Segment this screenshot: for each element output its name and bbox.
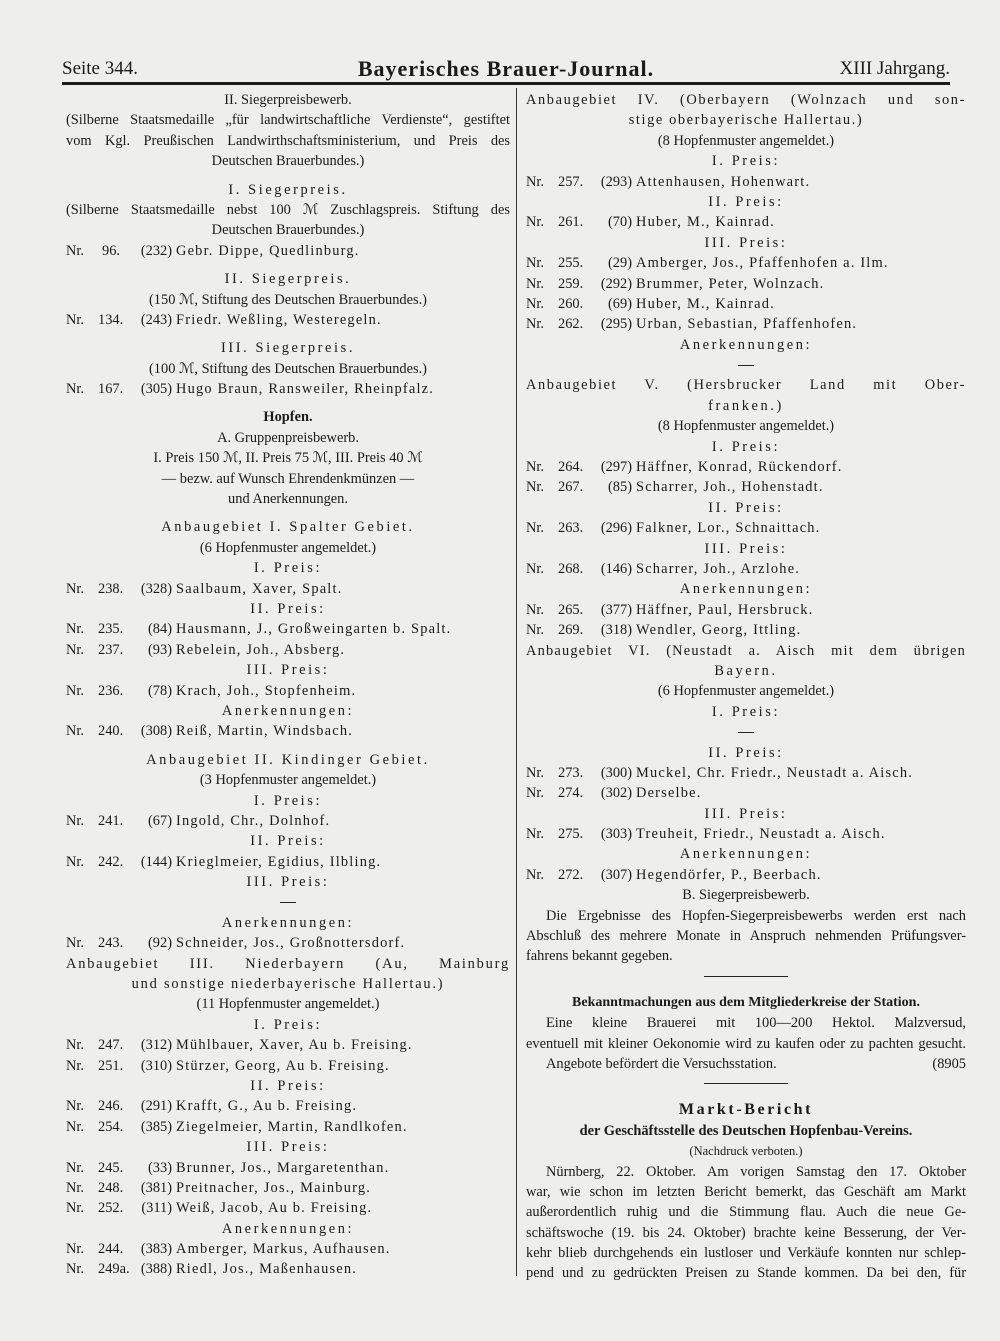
award-entry: Nr. 246. (291) Krafft, G., Au b. Freising. <box>66 1098 358 1115</box>
prize-heading: III. Preis: <box>246 1139 330 1156</box>
paragraph-line: Deutschen Brauerbundes.) <box>211 222 365 239</box>
prize-heading: I. Preis: <box>711 703 781 720</box>
paragraph-line: Abschluß des mehrere Monate in Anspruch nehmenden Prüfungsver- <box>526 928 966 945</box>
award-entry: Nr. 275. (303) Treuheit, Friedr., Neustadt a. Aisch. <box>526 826 886 843</box>
paragraph-line: Nürnberg, 22. Oktober. Am vorigen Samstag den 17. Oktober <box>546 1163 966 1180</box>
award-entry: Nr. 241. (67) Ingold, Chr., Dolnhof. <box>66 812 331 829</box>
prize-heading: III. Siegerpreis. <box>220 340 356 357</box>
paragraph-line: (150 ℳ, Stiftung des Deutschen Brauerbundes.) <box>149 291 427 308</box>
region-heading: Anbaugebiet IV. (Oberbayern (Wolnzach und son- <box>526 92 966 108</box>
prize-heading: II. Preis: <box>250 1077 326 1094</box>
prize-heading: II. Preis: <box>708 193 784 210</box>
award-entry: Nr. 268. (146) Scharrer, Joh., Arzlohe. <box>526 560 801 577</box>
header-rule <box>62 82 950 85</box>
prize-heading: III. Preis: <box>704 805 788 822</box>
paragraph-line: Eine kleine Brauerei mit 100—200 Hektol. Malzversud, <box>546 1015 966 1032</box>
award-entry: Nr. 262. (295) Urban, Sebastian, Pfaffenhofen. <box>526 316 858 333</box>
prize-heading: III. Preis: <box>704 540 788 557</box>
award-entry: Nr. 96. (232) Gebr. Dippe, Quedlinburg. <box>66 242 360 259</box>
award-entry: Nr. 238. (328) Saalbaum, Xaver, Spalt. <box>66 580 343 597</box>
prize-heading: I. Preis: <box>711 153 781 170</box>
paragraph-line: Angebote befördert die Versuchsstation. (8905 <box>526 1054 966 1074</box>
recognition-heading: Anerkennungen: <box>679 336 813 353</box>
award-entry: Nr. 167. (305) Hugo Braun, Ranswеiler, Rheinpfalz. <box>66 381 435 398</box>
prize-heading: III. Preis: <box>704 234 788 251</box>
paragraph-line: außerordentlich ruhig und die Stimmung flau. Auch die neue Ge- <box>526 1204 966 1221</box>
award-entry: Nr. 252. (311) Weiß, Jacob, Au b. Freising. <box>66 1200 373 1217</box>
award-entry: Nr. 243. (92) Schneider, Jos., Großnottersdorf. <box>66 935 406 952</box>
paragraph-line: — bezw. auf Wunsch Ehrendenkmünzen — <box>161 470 415 487</box>
award-entry: Nr. 265. (377) Häffner, Paul, Hersbruck. <box>526 601 814 618</box>
paragraph-line: (100 ℳ, Stiftung des Deutschen Brauerbundes.) <box>149 360 427 377</box>
market-report-title: Markt-Bericht <box>678 1101 814 1119</box>
award-entry: Nr. 249a. (388) Riedl, Jos., Maßenhausen. <box>66 1261 358 1278</box>
prize-heading: II. Preis: <box>708 499 784 516</box>
award-entry: Nr. 260. (69) Huber, M., Kainrad. <box>526 295 775 312</box>
award-entry: Nr. 267. (85) Scharrer, Joh., Hohenstadt. <box>526 479 824 496</box>
region-heading: Anbaugebiet II. Kindinger Gebiet. <box>146 751 430 768</box>
prize-heading: I. Siegerpreis. <box>228 181 348 198</box>
region-heading: Anbaugebiet III. Niederbayern (Au, Mainburg <box>66 955 510 972</box>
announcement-heading: Bekanntmachungen aus dem Mitgliederkreise der Station. <box>572 994 920 1010</box>
paragraph-line: I. Preis 150 ℳ, II. Preis 75 ℳ, III. Preis 40 ℳ <box>153 450 423 467</box>
recognition-heading: Anerkennungen: <box>221 702 355 719</box>
paragraph-line: Die Ergebnisse des Hopfen-Siegerpreisbewerbs werden erst nach <box>546 907 966 924</box>
paragraph-line: Deutschen Brauerbundes.) <box>211 153 365 170</box>
prize-heading: III. Preis: <box>246 874 330 891</box>
award-entry: Nr. 257. (293) Attenhausen, Hohenwart. <box>526 173 811 190</box>
prize-heading: I. Preis: <box>253 560 323 577</box>
section-heading: A. Gruppenpreisbewerb. <box>217 429 359 446</box>
award-entry: Nr. 261. (70) Huber, M., Kainrad. <box>526 214 775 231</box>
award-entry: Nr. 247. (312) Mühlbauer, Xaver, Au b. Freising. <box>66 1037 413 1054</box>
region-heading: und sonstige niederbayerische Hallertau.) <box>131 976 445 993</box>
recognition-heading: Anerkennungen: <box>221 1220 355 1237</box>
award-entry: Nr. 251. (310) Stürzer, Georg, Au b. Freising. <box>66 1057 390 1074</box>
hopfen-heading: Hopfen. <box>263 409 313 426</box>
award-entry: Nr. 244. (383) Amberger, Markus, Aufhausen. <box>66 1241 391 1258</box>
award-entry: Nr. 263. (296) Falkner, Lor., Schnaittach. <box>526 520 821 537</box>
award-entry: Nr. 245. (33) Brunner, Jos., Margaretenthan. <box>66 1159 390 1176</box>
empty-dash <box>526 722 966 742</box>
journal-title: Bayerisches Brauer-Journal. <box>357 56 655 81</box>
section-rule <box>526 967 966 985</box>
prize-heading: II. Preis: <box>250 833 326 850</box>
prize-heading: I. Preis: <box>711 438 781 455</box>
award-entry: Nr. 235. (84) Hausmann, J., Großweingarten b. Spalt. <box>66 621 452 638</box>
region-subheading: (6 Hopfenmuster angemeldet.) <box>657 683 835 700</box>
award-entry: Nr. 242. (144) Kriеglmeier, Egidius, Ilbling. <box>66 853 382 870</box>
section-heading: B. Siegerpreisbewerb. <box>682 887 810 904</box>
award-entry: Nr. 273. (300) Muckel, Chr. Friedr., Neustadt a. Aisch. <box>526 764 914 781</box>
paragraph-line: (Silberne Staatsmedaille nebst 100 ℳ Zuschlagspreis. Stiftung des <box>66 201 510 218</box>
region-heading: Anbaugebiet V. (Hersbrucker Land mit Ober- <box>526 377 966 394</box>
region-heading: Anbaugebiet I. Spalter Gebiet. <box>161 519 415 536</box>
award-entry: Nr. 272. (307) Hegendörfer, P., Beerbach. <box>526 866 822 883</box>
paragraph-line: und Anerkennungen. <box>228 491 348 508</box>
award-entry: Nr. 269. (318) Wendler, Georg, Ittling. <box>526 622 802 639</box>
recognition-heading: Anerkennungen: <box>221 914 355 931</box>
market-report-subtitle: der Geschäftsstelle des Deutschen Hopfenbau-Vereins. <box>579 1122 913 1139</box>
paragraph-line: war, wie schon im letzten Bericht bemerkt, das Geschäft am Markt <box>526 1183 966 1200</box>
award-entry: Nr. 259. (292) Brummer, Peter, Wolnzach. <box>526 275 825 292</box>
reference-number: (8905 <box>932 1055 966 1072</box>
award-entry: Nr. 255. (29) Amberger, Jos., Pfaffenhofen a. Ilm. <box>526 255 889 272</box>
prize-heading: II. Preis: <box>708 744 784 761</box>
empty-dash <box>526 355 966 375</box>
region-subheading: (8 Hopfenmuster angemeldet.) <box>657 132 835 149</box>
award-entry: Nr. 248. (381) Preitnacher, Jos., Mainburg. <box>66 1179 372 1196</box>
region-heading: Bayern. <box>714 662 778 679</box>
left-column <box>66 90 510 1280</box>
award-entry: Nr. 240. (308) Reiß, Martin, Windsbach. <box>66 723 354 740</box>
volume-label: XIII Jahrgang. <box>839 58 950 79</box>
page-number: Seite 344. <box>62 58 138 79</box>
paragraph-line: fahrens bekannt gegeben. <box>526 948 673 965</box>
prize-heading: II. Siegerpreis. <box>224 271 352 288</box>
paragraph-line: pend und zu gedrückten Preisen zu Stande kommen. Da bei den, für <box>526 1265 966 1282</box>
region-subheading: (11 Hopfenmuster angemeldet.) <box>196 996 380 1013</box>
column-divider <box>516 88 517 1276</box>
paragraph-line: (Silberne Staatsmedaille „für landwirtschaftliche Verdienste“, gestiftet <box>66 112 510 129</box>
paragraph-line: schäftswoche (19. bis 24. Oktober) brachte keine Besserung, der Ver- <box>526 1224 966 1241</box>
prize-heading: II. Preis: <box>250 600 326 617</box>
region-heading: stige oberbayerische Hallertau.) <box>628 112 864 129</box>
paragraph-line: eventuell mit kleiner Oekonomie wird zu kaufen oder zu pachten gesucht. <box>526 1035 966 1052</box>
prize-heading: I. Preis: <box>253 1016 323 1033</box>
award-entry: Nr. 254. (385) Ziegelmeier, Martin, Randlkofen. <box>66 1118 408 1135</box>
section-heading: II. Siegerpreisbewerb. <box>224 92 352 108</box>
region-heading: Anbaugebiet VI. (Neustadt a. Aisch mit dem übrigen <box>526 642 966 659</box>
award-entry: Nr. 274. (302) Derselbe. <box>526 785 702 802</box>
reprint-notice: (Nachdruck verboten.) <box>689 1144 803 1159</box>
recognition-heading: Anerkennungen: <box>679 581 813 598</box>
page-header <box>62 54 950 82</box>
region-subheading: (3 Hopfenmuster angemeldet.) <box>199 772 377 789</box>
award-entry: Nr. 237. (93) Rebelein, Joh., Absberg. <box>66 641 346 658</box>
award-entry: Nr. 236. (78) Krach, Joh., Stopfenheim. <box>66 682 357 699</box>
award-entry: Nr. 264. (297) Häffner, Konrad, Rückendorf. <box>526 459 843 476</box>
region-subheading: (6 Hopfenmuster angemeldet.) <box>199 539 377 556</box>
empty-dash <box>66 892 510 912</box>
prize-heading: I. Preis: <box>253 792 323 809</box>
section-rule <box>526 1074 966 1092</box>
paragraph-line: vom Kgl. Preußischen Landwirthschaftsministerium, und Preis des <box>66 132 510 149</box>
right-column <box>526 90 966 1284</box>
prize-heading: III. Preis: <box>246 662 330 679</box>
recognition-heading: Anerkennungen: <box>679 846 813 863</box>
region-subheading: (8 Hopfenmuster angemeldet.) <box>657 418 835 435</box>
region-heading: franken.) <box>708 397 784 414</box>
award-entry: Nr. 134. (243) Friedr. Weßling, Westeregeln. <box>66 311 382 328</box>
paragraph-line: kehr blieb durchgehends ein lustloser und Verkäufe konnten nur schlep- <box>526 1245 966 1262</box>
